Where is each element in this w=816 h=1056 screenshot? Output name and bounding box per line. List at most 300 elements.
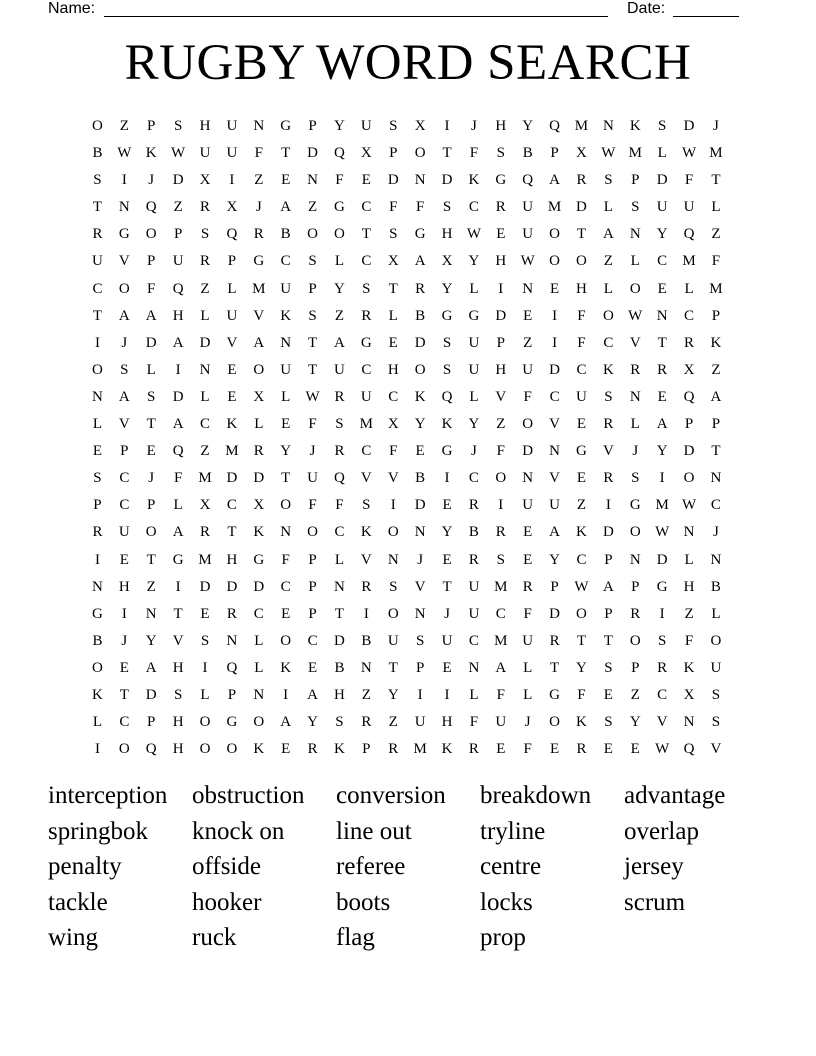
grid-letter: H [495, 118, 507, 134]
grid-letter: R [630, 605, 641, 622]
grid-letter: O [549, 253, 560, 270]
grid-letter: G [549, 686, 560, 703]
grid-letter: A [172, 416, 184, 433]
grid-letter: W [520, 253, 535, 270]
grid-letter: S [415, 632, 425, 649]
grid-letter: N [468, 659, 480, 676]
grid-letter: N [414, 605, 426, 622]
grid-letter: A [549, 524, 560, 541]
grid-letter: R [200, 524, 211, 541]
grid-letter: H [334, 686, 345, 703]
grid-letter: N [414, 524, 426, 541]
grid-letter: U [522, 497, 534, 514]
grid-letter: I [94, 741, 100, 758]
grid-letter: N [307, 172, 318, 189]
grid-letter: P [631, 578, 640, 595]
grid-letter: M [198, 551, 212, 568]
grid-letter: C [119, 714, 130, 731]
grid-letter: Q [172, 443, 184, 460]
grid-letter: S [604, 388, 613, 405]
grid-letter: A [172, 524, 184, 541]
grid-letter: T [307, 334, 318, 351]
grid-letter: K [360, 524, 372, 541]
grid-letter: J [470, 118, 477, 134]
grid-letter: P [147, 714, 156, 731]
grid-letter: R [468, 551, 479, 568]
grid-letter: S [604, 172, 613, 189]
word-list-item: penalty [48, 853, 122, 880]
grid-letter: K [683, 659, 695, 676]
grid-letter: L [657, 145, 667, 162]
grid-letter: Q [683, 226, 695, 243]
grid-letter: E [576, 416, 587, 433]
grid-letter: O [710, 632, 722, 649]
grid-letter: F [254, 145, 263, 162]
grid-letter: C [307, 632, 318, 649]
grid-letter: K [576, 714, 587, 731]
grid-letter: B [334, 659, 345, 676]
grid-letter: B [468, 524, 479, 541]
grid-letter: N [629, 388, 641, 405]
word-list-item: obstruction [192, 782, 305, 809]
grid-letter: I [229, 172, 235, 189]
grid-letter: N [683, 524, 695, 541]
grid-letter: F [281, 551, 290, 568]
grid-letter: R [92, 524, 103, 541]
grid-letter: H [172, 714, 184, 731]
grid-letter: S [604, 714, 613, 731]
grid-letter: D [414, 497, 426, 514]
grid-letter: G [253, 253, 265, 270]
grid-letter: Z [146, 578, 156, 595]
grid-letter: R [92, 226, 103, 243]
grid-letter: C [334, 524, 345, 541]
grid-letter: U [360, 118, 372, 134]
grid-letter: C [576, 361, 587, 378]
grid-letter: T [361, 226, 371, 243]
grid-letter: X [199, 497, 211, 514]
grid-letter: T [388, 659, 398, 676]
grid-letter: Z [200, 280, 210, 297]
grid-letter: O [629, 632, 641, 649]
grid-letter: U [280, 280, 292, 297]
grid-letter: F [389, 443, 398, 460]
grid-letter: T [603, 632, 613, 649]
grid-letter: M [682, 253, 696, 270]
grid-letter: C [495, 605, 506, 622]
grid-letter: A [118, 307, 130, 324]
grid-letter: A [414, 253, 426, 270]
grid-letter: T [281, 470, 291, 487]
grid-letter: B [522, 145, 533, 162]
grid-letter: M [359, 416, 374, 433]
word-list-item: line out [336, 817, 412, 845]
grid-letter: N [629, 226, 641, 243]
grid-letter: O [145, 226, 157, 243]
grid-letter: I [390, 497, 396, 514]
grid-letter: D [199, 578, 211, 595]
grid-letter: E [281, 741, 291, 758]
grid-letter: Q [683, 388, 695, 405]
grid-letter: G [334, 199, 345, 216]
grid-letter: E [630, 741, 640, 758]
grid-letter: H [172, 659, 184, 676]
grid-letter: R [468, 497, 479, 514]
grid-letter: U [226, 145, 238, 162]
word-list-item: offside [192, 853, 261, 880]
grid-letter: N [92, 388, 103, 405]
grid-letter: H [441, 714, 453, 731]
grid-letter: X [683, 361, 695, 378]
grid-letter: O [199, 741, 211, 758]
grid-letter: F [523, 388, 532, 405]
grid-letter: U [280, 361, 292, 378]
grid-letter: R [468, 741, 479, 758]
grid-letter: B [361, 632, 372, 649]
grid-letter: O [683, 470, 695, 487]
grid-letter: X [199, 172, 211, 189]
grid-letter: C [119, 470, 130, 487]
grid-letter: L [684, 551, 694, 568]
grid-letter: L [684, 280, 694, 297]
grid-letter: P [147, 497, 156, 514]
grid-letter: Q [334, 470, 345, 487]
grid-letter: P [631, 659, 640, 676]
grid-letter: U [118, 524, 130, 541]
grid-letter: T [119, 686, 129, 703]
grid-letter: P [711, 416, 721, 433]
grid-letter: S [389, 118, 398, 134]
grid-letter: O [145, 524, 157, 541]
grid-letter: S [496, 145, 505, 162]
grid-letter: P [227, 686, 237, 703]
grid-letter: D [253, 578, 265, 595]
grid-letter: E [92, 443, 103, 460]
grid-letter: A [334, 334, 345, 351]
grid-letter: O [602, 307, 614, 324]
grid-letter: Y [656, 443, 668, 460]
grid-letter: M [413, 741, 427, 758]
grid-letter: A [253, 334, 265, 351]
grid-letter: O [522, 416, 534, 433]
grid-letter: A [307, 686, 318, 703]
grid-letter: T [334, 605, 345, 622]
grid-letter: R [684, 334, 695, 351]
grid-letter: U [549, 497, 560, 514]
grid-letter: L [254, 632, 264, 649]
grid-letter: E [281, 605, 291, 622]
grid-letter: W [681, 145, 697, 162]
grid-letter: O [253, 361, 265, 378]
grid-letter: L [200, 388, 210, 405]
grid-letter: U [576, 388, 587, 405]
grid-letter: J [444, 605, 450, 622]
grid-letter: Y [629, 714, 641, 731]
grid-letter: P [550, 578, 559, 595]
grid-letter: E [496, 741, 506, 758]
grid-letter: O [629, 524, 641, 541]
grid-letter: L [254, 416, 264, 433]
grid-letter: K [468, 172, 480, 189]
grid-letter: O [387, 524, 399, 541]
grid-letter: Y [549, 551, 560, 568]
grid-letter: L [173, 497, 183, 514]
grid-letter: F [335, 497, 344, 514]
letter-grid [84, 113, 729, 763]
grid-letter: T [227, 524, 237, 541]
worksheet-header [0, 0, 816, 20]
grid-letter: O [307, 226, 318, 243]
grid-letter: G [360, 334, 372, 351]
grid-letter: U [226, 307, 238, 324]
grid-letter: D [441, 172, 453, 189]
grid-letter: A [172, 334, 184, 351]
grid-letter: B [710, 578, 721, 595]
grid-letter: V [549, 416, 560, 433]
grid-letter: Z [711, 226, 721, 243]
grid-letter: Z [388, 714, 398, 731]
grid-letter: Y [280, 443, 292, 460]
grid-letter: O [118, 280, 130, 297]
grid-letter: P [308, 118, 317, 134]
grid-letter: K [576, 524, 587, 541]
grid-letter: I [605, 497, 611, 514]
grid-letter: H [172, 307, 184, 324]
grid-letter: X [683, 686, 695, 703]
grid-letter: U [683, 199, 695, 216]
grid-letter: M [628, 145, 642, 162]
grid-letter: Y [656, 226, 668, 243]
grid-letter: R [200, 253, 211, 270]
grid-letter: R [200, 199, 211, 216]
word-list-item: advantage [624, 782, 726, 809]
grid-letter: U [710, 659, 722, 676]
grid-letter: V [549, 470, 560, 487]
grid-letter: R [253, 226, 264, 243]
name-label: Name: [48, 0, 96, 17]
grid-letter: H [226, 551, 238, 568]
grid-letter: R [576, 172, 587, 189]
grid-letter: U [522, 632, 534, 649]
grid-letter: E [119, 659, 129, 676]
grid-letter: E [603, 686, 613, 703]
grid-letter: X [387, 416, 399, 433]
grid-letter: A [118, 388, 130, 405]
grid-letter: O [414, 145, 426, 162]
grid-letter: P [120, 443, 129, 460]
grid-letter: U [414, 714, 426, 731]
grid-letter: A [656, 416, 668, 433]
grid-letter: W [305, 388, 320, 405]
grid-letter: N [522, 470, 534, 487]
grid-letter: F [496, 443, 505, 460]
grid-letter: R [361, 714, 372, 731]
grid-letter: V [602, 443, 614, 460]
grid-letter: R [253, 443, 264, 460]
grid-letter: O [280, 632, 292, 649]
grid-letter: P [711, 307, 721, 324]
grid-letter: I [202, 659, 208, 676]
grid-letter: Y [307, 714, 318, 731]
grid-letter: C [684, 307, 695, 324]
grid-letter: E [603, 741, 613, 758]
grid-letter: R [361, 578, 372, 595]
grid-letter: S [657, 632, 667, 649]
grid-letter: B [415, 470, 426, 487]
grid-letter: P [684, 416, 694, 433]
grid-letter: U [522, 361, 534, 378]
grid-letter: R [657, 659, 668, 676]
grid-letter: E [146, 443, 156, 460]
grid-letter: Z [254, 172, 264, 189]
grid-letter: S [308, 307, 317, 324]
grid-letter: P [389, 145, 398, 162]
grid-letter: N [253, 686, 265, 703]
grid-letter: K [602, 361, 614, 378]
grid-letter: U [199, 145, 211, 162]
grid-letter: G [441, 307, 453, 324]
grid-letter: J [148, 172, 155, 189]
grid-letter: H [683, 578, 695, 595]
grid-letter: M [198, 470, 212, 487]
grid-letter: E [227, 361, 237, 378]
grid-letter: Z [630, 686, 640, 703]
grid-letter: F [173, 470, 183, 487]
grid-letter: N [253, 118, 265, 134]
page-title: RUGBY WORD SEARCH [124, 35, 692, 91]
grid-letter: B [415, 307, 426, 324]
grid-letter: H [495, 361, 507, 378]
grid-letter: J [713, 118, 719, 134]
grid-letter: L [92, 714, 103, 731]
grid-letter: S [389, 578, 398, 595]
grid-letter: U [522, 199, 534, 216]
grid-letter: R [307, 741, 318, 758]
grid-letter: Q [145, 741, 157, 758]
grid-letter: I [444, 470, 450, 487]
grid-letter: R [415, 280, 426, 297]
grid-letter: J [417, 551, 424, 568]
grid-letter: F [711, 253, 721, 270]
grid-letter: F [469, 714, 479, 731]
grid-letter: J [255, 199, 262, 216]
grid-letter: Z [684, 605, 694, 622]
grid-letter: A [145, 659, 157, 676]
grid-letter: X [226, 199, 238, 216]
grid-letter: H [118, 578, 130, 595]
grid-letter: S [362, 280, 371, 297]
grid-letter: R [603, 416, 614, 433]
grid-letter: Y [334, 118, 345, 134]
grid-letter: Y [468, 253, 480, 270]
grid-letter: C [361, 361, 372, 378]
grid-letter: L [146, 361, 156, 378]
grid-letter: R [630, 361, 641, 378]
grid-letter: J [524, 714, 531, 731]
grid-letter: L [254, 659, 264, 676]
grid-letter: G [414, 226, 426, 243]
grid-letter: K [629, 118, 641, 134]
grid-letter: K [280, 307, 292, 324]
grid-letter: K [441, 416, 453, 433]
grid-letter: H [576, 280, 587, 297]
grid-letter: D [226, 470, 238, 487]
grid-letter: V [172, 632, 184, 649]
grid-letter: E [523, 307, 533, 324]
grid-letter: C [253, 605, 264, 622]
grid-letter: F [684, 172, 694, 189]
grid-letter: D [145, 686, 157, 703]
grid-letter: S [657, 118, 667, 134]
grid-letter: N [334, 578, 345, 595]
word-list-item: flag [336, 924, 375, 951]
grid-letter: A [280, 714, 292, 731]
grid-letter: T [92, 199, 103, 216]
grid-letter: F [577, 307, 586, 324]
word-list-item: conversion [336, 782, 446, 809]
grid-letter: D [576, 199, 587, 216]
grid-letter: O [226, 741, 238, 758]
grid-letter: W [655, 524, 670, 541]
grid-letter: K [253, 741, 265, 758]
grid-letter: E [200, 605, 210, 622]
grid-letter: M [655, 497, 669, 514]
grid-letter: U [495, 714, 507, 731]
grid-letter: X [387, 253, 399, 270]
grid-letter: Z [576, 497, 587, 514]
grid-letter: Q [441, 388, 453, 405]
grid-letter: C [657, 686, 668, 703]
grid-letter: E [657, 280, 667, 297]
grid-letter: I [444, 686, 450, 703]
grid-letter: P [631, 172, 640, 189]
grid-letter: C [657, 253, 668, 270]
grid-letter: X [576, 145, 587, 162]
word-list-item: jersey [624, 853, 684, 880]
grid-letter: X [414, 118, 426, 134]
grid-letter: P [604, 551, 613, 568]
grid-letter: E [496, 226, 506, 243]
grid-letter: O [92, 118, 103, 134]
grid-letter: I [175, 361, 181, 378]
grid-letter: Q [334, 145, 345, 162]
grid-letter: H [441, 226, 453, 243]
word-list-item: locks [480, 888, 533, 916]
grid-letter: L [200, 686, 210, 703]
grid-letter: H [495, 253, 507, 270]
grid-letter: L [334, 253, 345, 270]
grid-letter: V [414, 578, 426, 595]
grid-letter: Z [523, 334, 533, 351]
grid-letter: B [92, 145, 103, 162]
grid-letter: R [549, 632, 560, 649]
grid-letter: C [119, 497, 130, 514]
grid-letter: S [308, 253, 317, 270]
grid-letter: K [253, 524, 265, 541]
grid-letter: B [92, 632, 103, 649]
grid-letter: S [173, 118, 183, 134]
grid-letter: I [498, 280, 504, 297]
grid-letter: U [92, 253, 103, 270]
grid-letter: A [549, 172, 560, 189]
grid-letter: V [710, 741, 722, 758]
grid-letter: V [656, 714, 668, 731]
word-list-item: prop [480, 924, 526, 951]
grid-letter: Y [441, 524, 453, 541]
grid-letter: Y [145, 632, 157, 649]
grid-letter: R [388, 741, 399, 758]
grid-letter: N [602, 118, 614, 134]
